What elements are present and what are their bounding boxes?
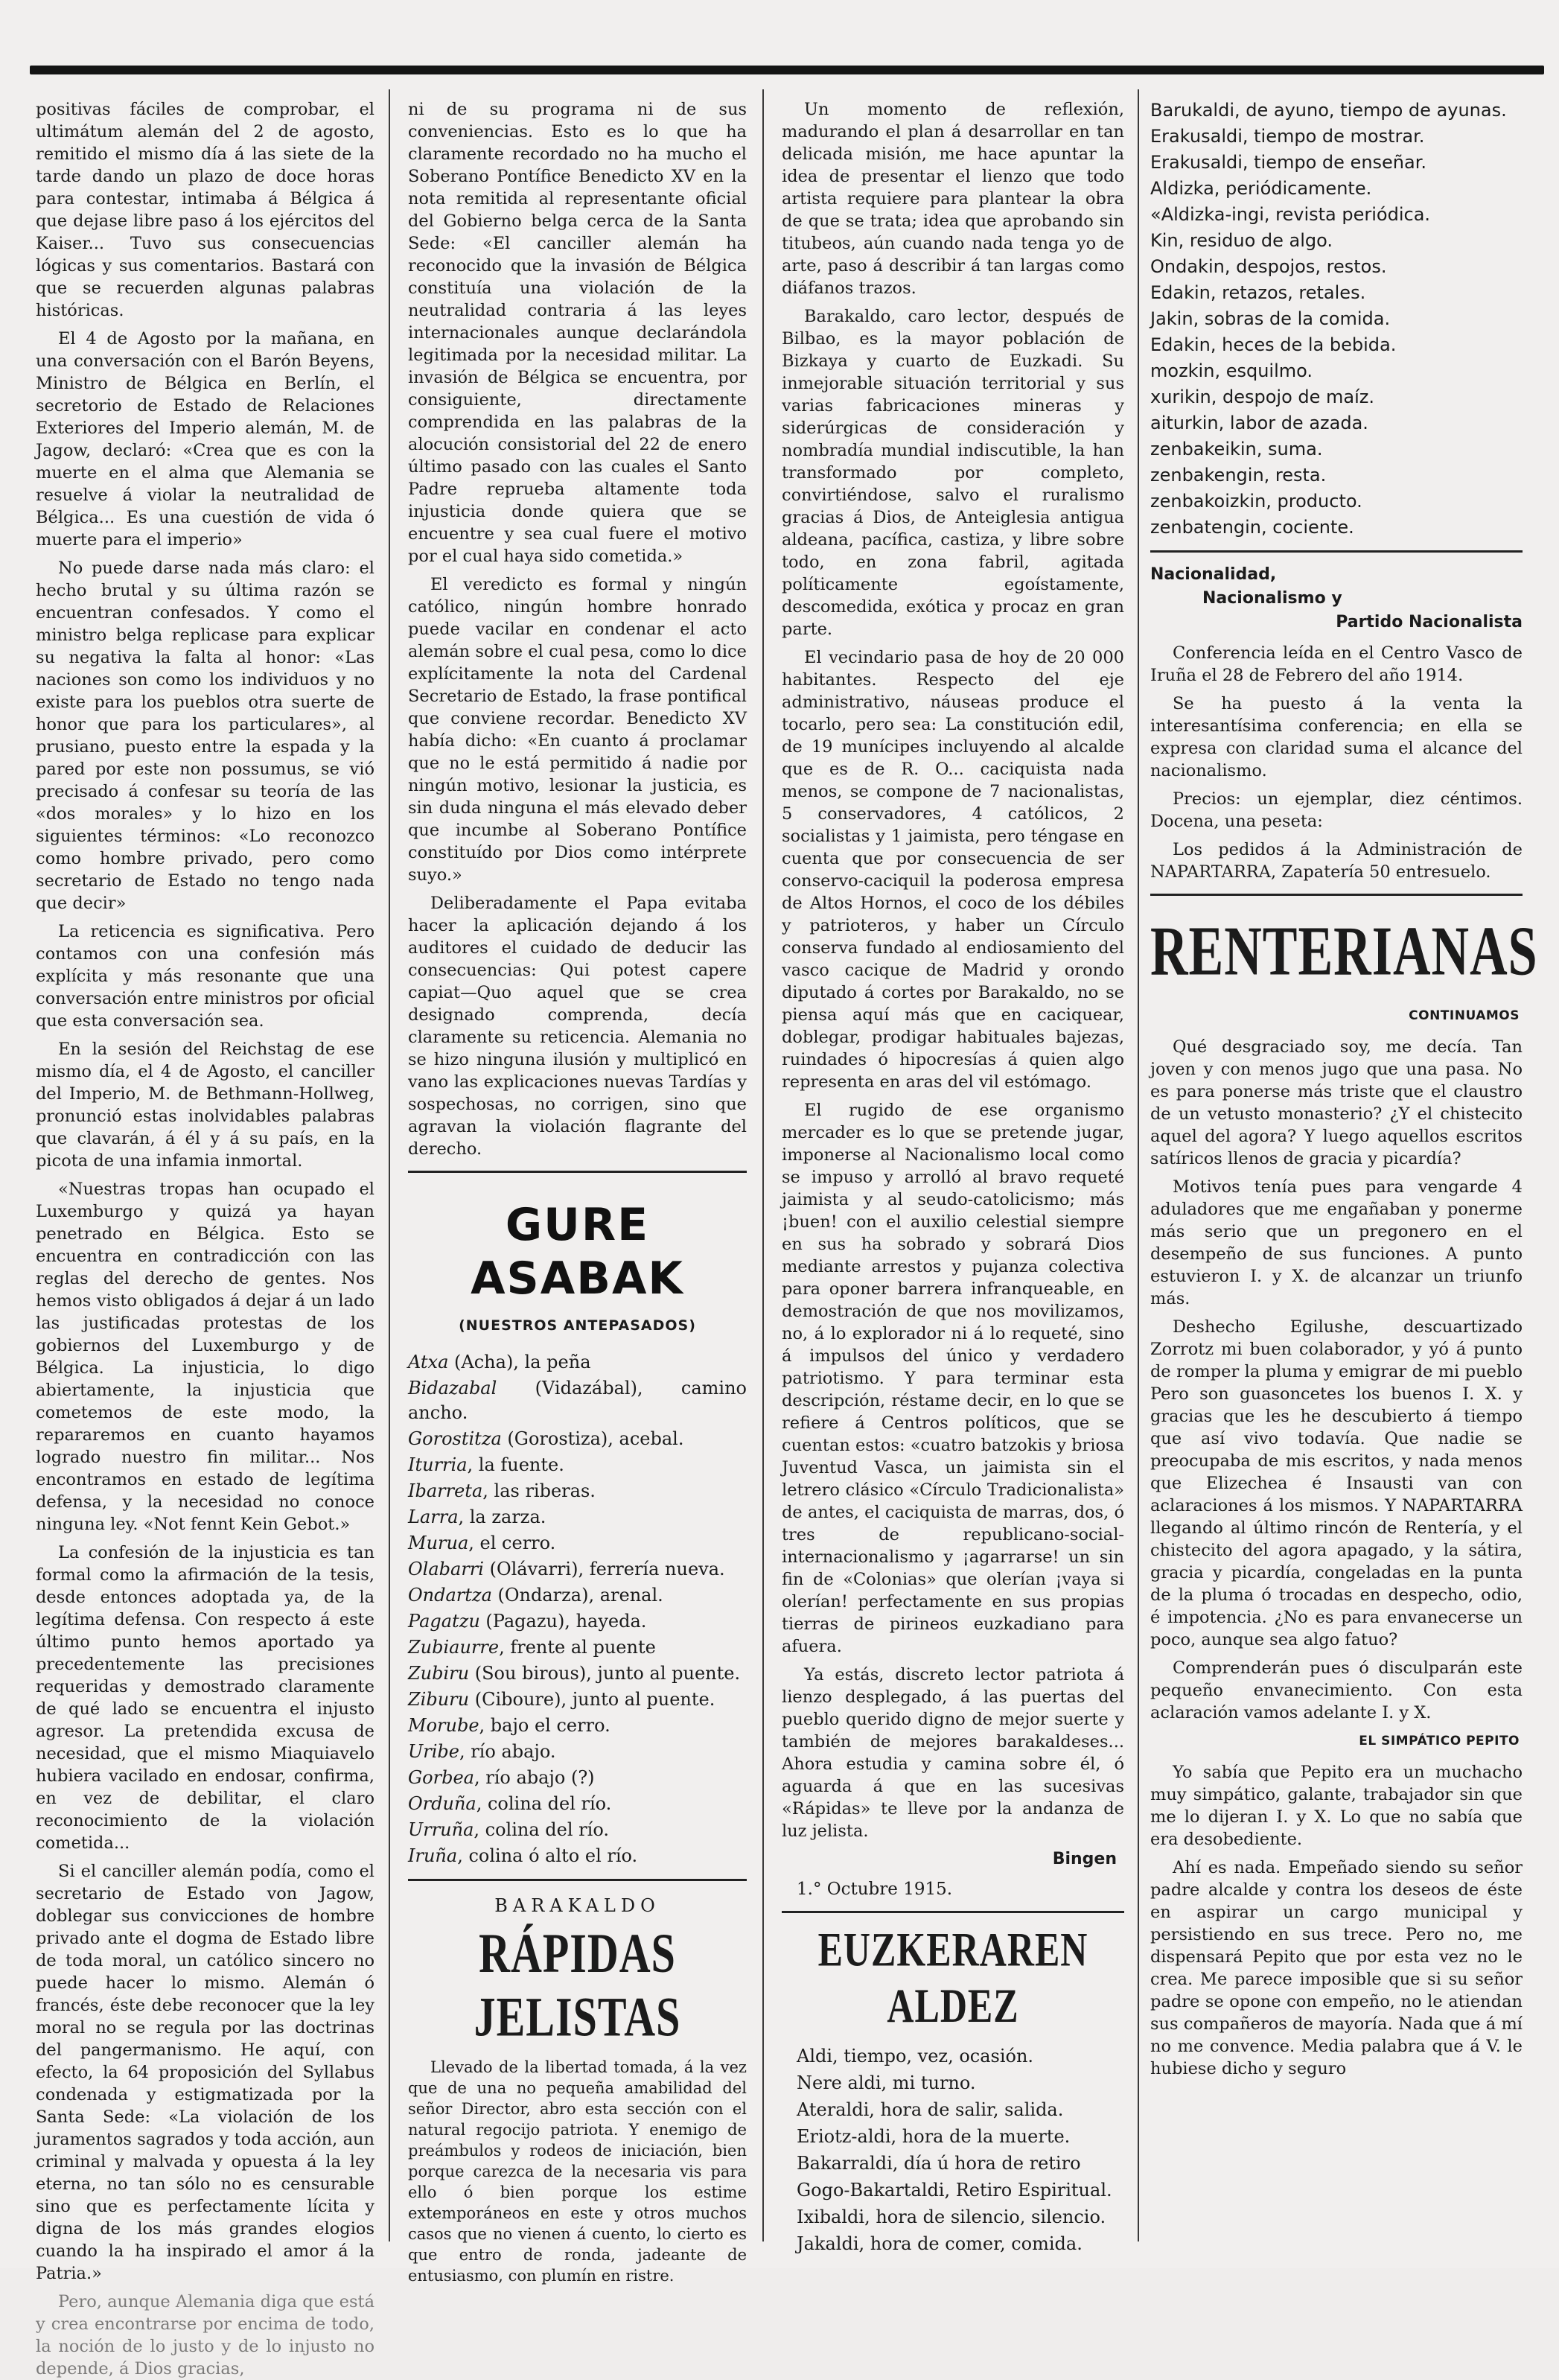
word-entry: Erakusaldi, tiempo de mostrar. (1150, 126, 1425, 147)
ad-paragraph: Conferencia leída en el Centro Vasco de Iruña el 28 de Febrero del año 1914. (1150, 643, 1523, 685)
article-paragraph: En la sesión del Reichstag de ese mismo día, el 4 de Agosto, el canciller del Imperio, M. de Bethmann-Hollweg, pronunció estas inolvidables palabras que clavarán, á él y á su país, en la picota de una infamia inmortal. (36, 1040, 374, 1171)
article-paragraph: Un momento de reflexión, madurando el plan á desarrollar en tan delicada misión, me hace apuntar la idea de presentar el lienzo que todo artista requiere para plantear la obra de que se trata; idea que aprobando sin titubeos, aún cuando nada tenga yo de arte, paso á describir á tan largas como diáfanos trazos. (782, 100, 1124, 298)
heading-line: Partido Nacionalista (1336, 613, 1523, 631)
word-entry: Nere aldi, mi turno. (797, 2072, 976, 2093)
place-name: Larra (408, 1506, 459, 1527)
place-name: Urruña (408, 1819, 474, 1840)
section-rule (408, 1171, 747, 1173)
heading-line: Nacionalidad, (1150, 565, 1277, 584)
place-entry (408, 1350, 747, 1375)
place-name: Olabarri (408, 1559, 484, 1579)
place-entry (408, 1661, 747, 1686)
place-entry (408, 1766, 747, 1790)
ad-paragraph: Se ha puesto á la venta la interesantísima conferencia; en ella se expresa con claridad suma el alcance del nacionalismo. (1150, 694, 1523, 780)
place-name: Gorbea (408, 1767, 474, 1788)
article-paragraph: No puede darse nada más claro: el hecho brutal y su última razón se encuentran confesados. Y como el ministro belga replicase para explicar su negativa la falta al honor: «Las naciones son como los individuos y no existe para los pueblos otra suerte de honor que para los particulares», al prusiano, puesto entre la espada y la pared por este non possumus, se vió precisado á confesar su teoría de las «dos morales» y lo hizo en los siguientes términos: «Lo reconozco como hombre privado, pero como secretario de Estado no tengo nada que decir» (36, 559, 374, 913)
place-entry (408, 1609, 747, 1634)
word-entry: Ixibaldi, hora de silencio, silencio. (797, 2206, 1106, 2227)
word-entry: Barukaldi, de ayuno, tiempo de ayunas. (1150, 100, 1507, 121)
euzkeraren-aldez-title: EUZKERAREN ALDEZ (817, 1921, 1088, 2033)
article-paragraph: Yo sabía que Pepito era un muchacho muy simpático, galante, trabajador sin que me lo dijeran I. y X. Lo que no sabía que era desobediente. (1150, 1763, 1523, 1849)
place-name: Bidazabal (408, 1378, 497, 1399)
place-name: Zubiaurre (408, 1637, 500, 1658)
place-name: Zubiru (408, 1663, 470, 1684)
word-entry: zenbakengin, resta. (1150, 465, 1327, 486)
place-meaning: , río abajo. (459, 1741, 556, 1762)
place-meaning: (Ciboure), junto al puente. (469, 1689, 715, 1710)
ad-paragraph: Los pedidos á la Administración de NAPARTARRA, Zapatería 50 entresuelo. (1150, 840, 1523, 882)
article-paragraph: Ahí es nada. Empeñado siendo su señor padre alcalde y contra los deseos de éste en aspirar un cargo municipal y persistiendo en sus trece. Pero no, me dispensará Pepito que por esta vez no le crea. Me parece imposible que si su señor padre se opone con empeño, no le atiendan sus compañeros de mayoría. Nada que á mí no me convence. Media palabra que á V. le hubiese dicho y seguro (1150, 1858, 1523, 2078)
article-paragraph: Llevado de la libertad tomada, á la vez que de una no pequeña amabilidad del señor Director, abro esta sección con el natural regocijo patriota. Y enemigo de preámbulos y rodeos de iniciación, bien porque carezca de la necesaria vis para ello ó bien porque los estime extemporáneos en este y otros muchos casos que no vienen á cuento, lo cierto es que entro de ronda, jadeante de entusiasmo, con plumín en ristre. (408, 2058, 747, 2285)
word-entry: Edakin, retazos, retales. (1150, 282, 1366, 303)
place-name: Ondartza (408, 1585, 492, 1606)
place-meaning: , colina ó alto el río. (457, 1845, 638, 1866)
article-paragraph: Pero, aunque Alemania diga que está y crea encontrarse por encima de todo, la noción de lo justo y de lo injusto no depende, á Dios gracias, (36, 2292, 374, 2379)
heading-line: Nacionalismo y (1202, 589, 1342, 608)
place-meaning: (Olávarri), ferrería nueva. (483, 1559, 725, 1579)
article-paragraph: La reticencia es significativa. Pero contamos con una confesión más explícita y más resonante que una conversación entre ministros por oficial que esta conversación sea. (36, 922, 374, 1031)
article-paragraph: positivas fáciles de comprobar, el ultimátum alemán del 2 de agosto, remitido el mismo día á las siete de la tarde dando un plazo de doce horas para contestar, intimaba á Bélgica á que dejase libre paso á los ejércitos del Kaiser... Tuvo sus consecuencias lógicas y sus comentarios. Bastará con que se recuerden algunas palabras históricas. (36, 100, 374, 320)
word-entry: Bakarraldi, día ú hora de retiro (797, 2153, 1081, 2174)
renterianas-title: RENTERIANAS (1150, 913, 1538, 991)
word-entry: mozkin, esquilmo. (1150, 360, 1313, 381)
article-paragraph: El vecindario pasa de hoy de 20 000 habitantes. Respecto del eje administrativo, náuseas produce el tocarlo, pero sea: La constitución edil, de 19 munícipes incluyendo al alcalde que es de R. O... caciquista nada menos, se compone de 7 nacionalistas, 5 conservadores, 4 católicos, 2 socialistas y 1 jaimista, pero téngase en cuenta que por consecuencia de ser conservo-caciquil la poderosa empresa de Altos Hornos, el coco de los débiles y patrioteros, y haber un Círculo conserva fundado al endiosamiento del vasco cacique de Madrid y orondo diputado á cortes por Barakaldo, no se piensa aquí más que en caciquear, doblegar, prodigar habituales bajezas, ruindades ó hipocresías á quien algo representa en aras del vil estómago. (782, 648, 1124, 1092)
barakaldo-label: BARAKALDO (494, 1895, 660, 1916)
place-meaning: (Acha), la peña (448, 1352, 591, 1372)
article-paragraph: El rugido de ese organismo mercader es lo que se pretende jugar, imponerse al Nacionalismo local como se impuso y arrolló al bravo requeté jaimista y al seudo-catolicismo; más ¡buen! con el auxilio celestial siempre en sus ha sobrado y sobrará Dios mediante arrestos y pujanza colectiva para oponer barrera infranqueable, en demostración de que nos movilizamos, no, á lo explorador ni á lo requeté, sino á impulsos del único y verdadero patriotismo. Y para terminar esta descripción, réstame decir, en lo que se refiere á Centros políticos, que se cuentan estos: «cuatro batzokis y briosa Juventud Vasca, un jaimista sin el letrero clásico «Círculo Tradicionalista» de antes, el caciquista de marras, dos, ó tres de republicano-social-internacionalismo y ¡agarrarse! un sin fin de «Colonias» que olerían ¡vaya si olerían! perfectamente en sus propias tierras de pirineos euzkadiano para afuera. (782, 1101, 1125, 1656)
place-name: Uribe (408, 1741, 459, 1762)
place-entry (408, 1687, 747, 1712)
article-paragraph: Deshecho Egilushe, descuartizado Zorrotz mi buen colaborador, y yó á punto de romper la pluma y emigrar de mi pueblo Pero son guasoncetes los buenos I. X. y gracias que les he descubierto á tiempo que así vivo todavía. Que nadie se preocupaba de mis escritos, y nada menos que Elizechea é Insausti van con aclaraciones á los mismos. Y NAPARTARRA llegando al último rincón de Rentería, y el chistecito del agora apagado, y la sátira, gracia y picardía, congeladas en la punta de la pluma ó trocadas en despecho, odio, é impotencia. ¿No es para envanecerse un poco, aunque sea algo fatuo? (1150, 1317, 1523, 1649)
word-entry: zenbatengin, cociente. (1150, 517, 1354, 538)
article-paragraph: Qué desgraciado soy, me decía. Tan joven y con menos jugo que una pasa. No es para ponerse más triste que el claustro de un vetusto monasterio? ¿Y el chistecito aquel del agora? Y luego aquellos escritos satíricos llenos de gracia y picardía? (1150, 1037, 1523, 1168)
word-entry: Aldizka, periódicamente. (1150, 178, 1372, 199)
article-paragraph: La confesión de la injusticia es tan formal como la afirmación de la tesis, desde entonces adoptada ya, de la legítima defensa. Con respecto á este último punto hemos aportado ya precedentemente las precisiones requeridas y demostrado claramente de qué lado se encuentra el injusto agresor. La pretendida excusa de necesidad, que el mismo Miaquiavelo hubiera vacilado en endosar, confirma, en vez de debilitar, el claro reconocimiento de la violación cometida... (36, 1543, 374, 1853)
place-name: Iturria (408, 1454, 468, 1475)
article-paragraph: Motivos tenía pues para vengarde 4 aduladores que me engañaban y ponerme más serio que un pregonero en el desempeño de sus funciones. A punto estuvieron I. y X. de alcanzar un triunfo más. (1150, 1177, 1523, 1308)
place-meaning: , la zarza. (458, 1506, 546, 1527)
place-meaning: , el cerro. (468, 1533, 556, 1553)
column-divider (762, 89, 764, 2241)
place-meaning: , la fuente. (467, 1454, 564, 1475)
place-name: Ziburu (408, 1689, 470, 1710)
word-entry: Ateraldi, hora de salir, salida. (797, 2099, 1064, 2120)
pepito-label: EL SIMPÁTICO PEPITO (1359, 1734, 1520, 1749)
word-entry: aiturkin, labor de azada. (1150, 413, 1368, 433)
place-entry (408, 1505, 747, 1530)
place-name: Atxa (408, 1352, 449, 1372)
gure-asabak-subtitle: (NUESTROS ANTEPASADOS) (459, 1317, 696, 1334)
article-paragraph: El veredicto es formal y ningún católico, ningún hombre honrado puede vacilar en condenar el acto alemán sobre el cual pesa, como lo dice explícitamente la nota del Cardenal Secretario de Estado, la frase pontifical que conviene recordar. Benedicto XV había dicho: «En cuanto á proclamar que no le está permitido á nadie por ningún motivo, lesionar la justicia, es sin duda ninguna el más elevado deber que incumbe al Soberano Pontífice constituído por Dios como intérprete suyo.» (408, 575, 747, 885)
word-entry: Aldi, tiempo, vez, ocasión. (797, 2046, 1034, 2066)
article-paragraph: Si el canciller alemán podía, como el secretario de Estado von Jagow, doblegar sus convicciones de hombre privado ante el dogma de Estado libre de toda moral, un católico sincero no puede hacer lo mismo. Alemán ó francés, éste debe reconocer que la ley moral no se regula por las doctrinas del pangermanismo. He aquí, con efecto, la 64 proposición del Syllabus condenada y estigmatizada por la Santa Sede: «La violación de los juramentos sagrados y toda acción, aun criminal y malvada y opuesta á la ley eterna, no tan sólo no es censurable sino que es perfectamente lícita y digna de los más grandes elogios cuando la ha inspirado el amor á la Patria.» (36, 1862, 374, 2283)
article-paragraph: ni de su programa ni de sus conveniencias. Esto es lo que ha claramente recordado no ha mucho el Soberano Pontífice Benedicto XV en la nota remitida al representante oficial del Gobierno belga cerca de la Santa Sede: «El canciller alemán ha reconocido que la invasión de Bélgica constituía una violación de la neutralidad contraria á las leyes internacionales aunque declarándola legitimada por la necesidad militar. La invasión de Bélgica se encuentra, por consiguiente, directamente comprendida en las palabras de la alocución consistorial del 22 de enero último pasado con las cuales el Santo Padre reprueba altamente toda injusticia donde quiera que se encuentre y sea cual fuere el motivo por el cual haya sido cometida.» (408, 100, 747, 566)
place-meaning: , las riberas. (482, 1480, 596, 1501)
place-meaning: (Gorostiza), acebal. (501, 1428, 684, 1449)
place-entry (408, 1376, 747, 1425)
place-entry (408, 1583, 747, 1608)
nacionalidad-heading (1150, 563, 1523, 634)
section-rule (1150, 550, 1523, 553)
article-date: 1.° Octubre 1915. (797, 1880, 953, 1899)
place-meaning: (Ondarza), arenal. (491, 1585, 663, 1606)
top-rule (30, 66, 1544, 74)
article-paragraph: Ya estás, discreto lector patriota á lienzo desplegado, á las puertas del pueblo querido digno de mejor suerte y también de mejores barakaldeses... Ahora estudia y camina sobre él, ó aguarda á que en las sucesivas «Rápidas» te lleve por la andanza de luz jelista. (782, 1665, 1124, 1841)
article-paragraph: Deliberadamente el Papa evitaba hacer la aplicación dejando á los auditores el cuidado de deducir las consecuencias: Qui potest capere capiat—Quo aquel que se crea designado comprenda, decía claramente su reticencia. Alemania no se hizo ninguna ilusión y multiplicó en vano las explicaciones nuevas Tardías y sospechosas, no corrigen, sino que agravan la violación flagrante del derecho. (408, 894, 747, 1159)
place-name: Morube (408, 1715, 479, 1736)
place-name: Ibarreta (408, 1480, 483, 1501)
word-entry: Ondakin, despojos, restos. (1150, 256, 1387, 277)
word-entry: Jakaldi, hora de comer, comida. (797, 2233, 1083, 2254)
word-entry: Edakin, heces de la bebida. (1150, 334, 1397, 355)
place-entry (408, 1792, 747, 1816)
word-list (1150, 98, 1523, 540)
section-rule (408, 1879, 747, 1881)
word-entry: Jakin, sobras de la comida. (1150, 308, 1391, 329)
word-entry: zenbakoizkin, producto. (1150, 491, 1362, 512)
place-entry (408, 1714, 747, 1738)
place-name: Pagatzu (408, 1611, 480, 1632)
place-entry (408, 1479, 747, 1504)
place-name: Gorostitza (408, 1428, 502, 1449)
place-name: Orduña (408, 1793, 476, 1814)
word-entry: Erakusaldi, tiempo de enseñar. (1150, 152, 1427, 173)
place-meaning: (Pagazu), hayeda. (479, 1611, 647, 1632)
column-divider (389, 89, 390, 2241)
section-rule (1150, 894, 1523, 896)
article-paragraph: El 4 de Agosto por la mañana, en una conversación con el Barón Beyens, Ministro de Bélgica en Berlín, el secretorio de Estado de Relaciones Exteriores del Imperio alemán, M. de Jagow, declaró: «Crea que es con la muerte en el alma que Alemania se resuelve á violar la neutralidad de Bélgica... Es una cuestión de vida ó muerte para el imperio» (36, 329, 374, 550)
place-entry (408, 1818, 747, 1842)
place-meaning: , río abajo (?) (474, 1767, 595, 1788)
column-divider (1138, 89, 1139, 2241)
place-entry (408, 1557, 747, 1582)
place-entry (408, 1844, 747, 1868)
place-meaning: (Vidazábal), camino ancho. (408, 1378, 747, 1423)
word-entry: Eriotz-aldi, hora de la muerte. (797, 2126, 1071, 2147)
word-entry: Kin, residuo de algo. (1150, 230, 1333, 251)
place-entry (408, 1740, 747, 1764)
word-entry: zenbakeikin, suma. (1150, 439, 1323, 459)
place-entry (408, 1531, 747, 1556)
place-meaning: (Sou birous), junto al puente. (469, 1663, 741, 1684)
word-entry: xurikin, despojo de maíz. (1150, 386, 1374, 407)
place-name: Iruña (408, 1845, 458, 1866)
gure-asabak-title: GURE ASABAK (471, 1199, 684, 1305)
word-entry: Gogo-Bakartaldi, Retiro Espiritual. (797, 2180, 1112, 2201)
column-1 (36, 98, 374, 2379)
rapidas-jelistas-title: RÁPIDAS JELISTAS (474, 1921, 681, 2049)
section-rule (782, 1911, 1124, 1913)
article-paragraph: Barakaldo, caro lector, después de Bilbao, es la mayor población de Bizkaya y cuarto de Euzkadi. Su inmejorable situación territorial y sus varias fabricaciones mineras y siderúrgicas de consideración y nombradía mundial indiscutible, la han transformado por completo, convirtiéndose, salvo el ruralismo gracias á Dios, de Anteiglesia antigua aldeana, pacífica, castiza, y libre sobre todo, en zona fabril, agitada políticamente egoístamente, descomedida, exótica y procaz en gran parte. (782, 307, 1124, 639)
word-list (782, 2044, 1124, 2256)
column-3 (782, 98, 1125, 2254)
ad-paragraph: Precios: un ejemplar, diez céntimos. Docena, una peseta: (1150, 789, 1523, 831)
place-meaning: , frente al puente (499, 1637, 656, 1658)
place-meaning: , bajo el cerro. (479, 1715, 610, 1736)
place-name-list (408, 1350, 747, 1868)
place-name: Murua (408, 1533, 469, 1553)
column-2 (408, 98, 747, 2285)
place-entry (408, 1635, 747, 1660)
place-entry (408, 1453, 747, 1477)
author-signature: Bingen (1052, 1850, 1117, 1868)
word-entry: «Aldizka-ingi, revista periódica. (1150, 204, 1431, 225)
article-paragraph: Comprenderán pues ó disculparán este pequeño envanecimiento. Con esta aclaración vamos adelante I. y X. (1150, 1658, 1523, 1722)
continuamos-label: CONTINUAMOS (1409, 1008, 1520, 1023)
article-paragraph: «Nuestras tropas han ocupado el Luxemburgo y quizá ya hayan penetrado en Bélgica. Esto se encuentra en contradicción con las reglas del derecho de gentes. Nos hemos visto obligados á dejar á un lado las justificadas protestas de los gobiernos del Luxemburgo y de Bélgica. La injusticia, lo digo abiertamente, la injusticia que cometemos de este modo, la repararemos en cuanto hayamos logrado nuestro fin militar... Nos encontramos en estado de legítima defensa, y la necesidad no conoce ninguna ley. «Not fennt Kein Gebot.» (36, 1180, 374, 1534)
place-meaning: , colina del río. (476, 1793, 612, 1814)
column-4 (1150, 98, 1538, 2250)
place-meaning: , colina del río. (474, 1819, 609, 1840)
place-entry (408, 1427, 747, 1451)
